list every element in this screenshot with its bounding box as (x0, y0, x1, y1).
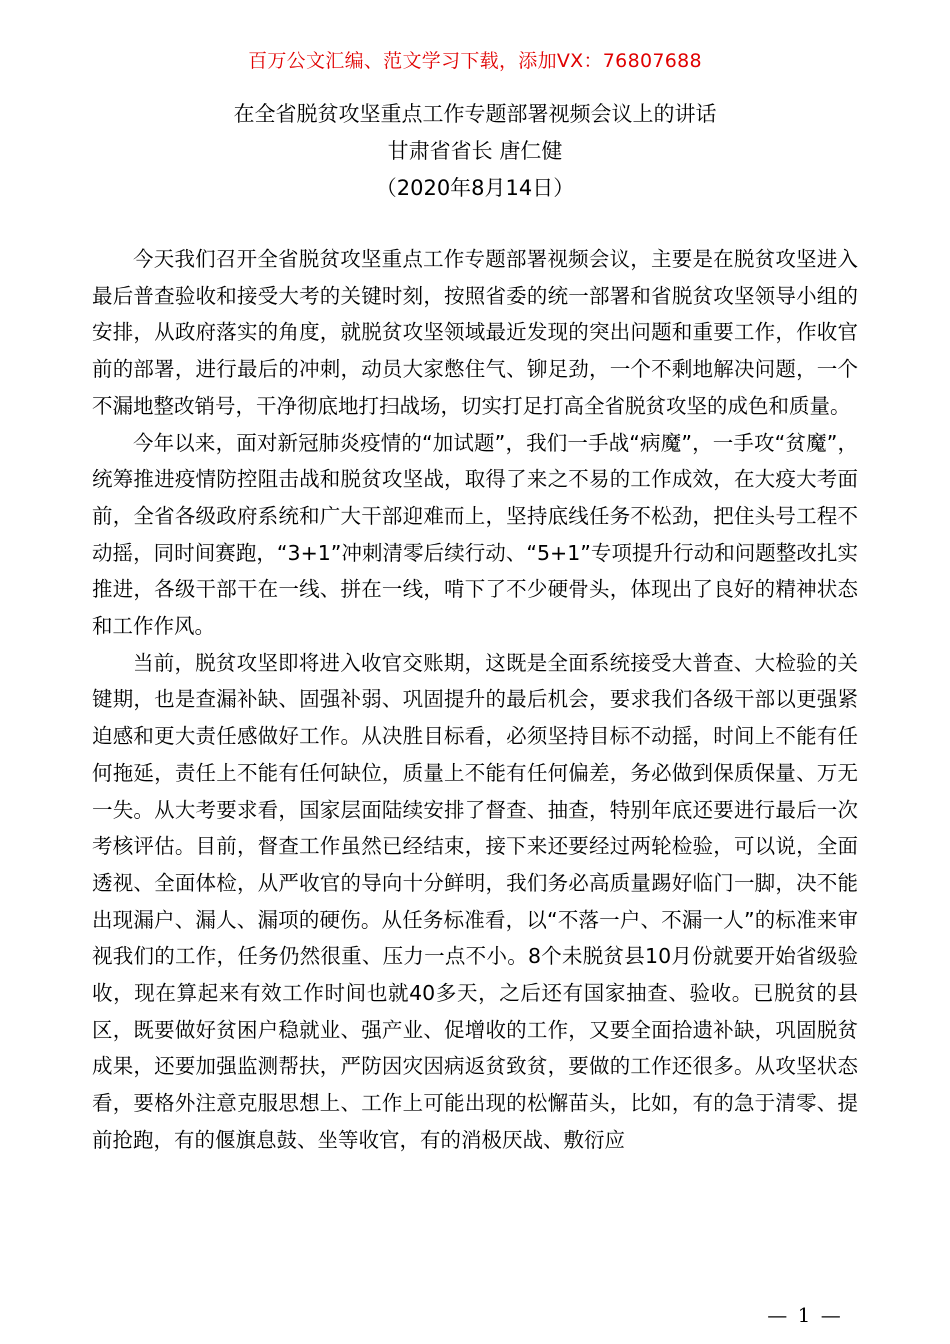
paragraph-3: 当前，脱贫攻坚即将进入收官交账期，这既是全面系统接受大普查、大检验的关键期，也是查漏补缺、固强补弱、巩固提升的最后机会，要求我们各级干部以更强紧迫感和更大责任感做好工作。从决胜目标看，必须坚持目标不动摇，时间上不能有任何拖延，责任上不能有任何缺位，质量上不能有任何偏差，务必做到保质保量、万无一失。从大考要求看，国家层面陆续安排了督查、抽查，特别年底还要进行最后一次考核评估。目前，督查工作虽然已经结束，接下来还要经过两轮检验，可以说，全面透视、全面体检，从严收官的导向十分鲜明，我们务必高质量踢好临门一脚，决不能出现漏户、漏人、漏项的硬伤。从任务标准看，以“不落一户、不漏一人”的标准来审视我们的工作，任务仍然很重、压力一点不小。8个未脱贫县10月份就要开始省级验收，现在算起来有效工作时间也就40多天，之后还有国家抽查、验收。已脱贫的县区，既要做好贫困户稳就业、强产业、促增收的工作，又要全面拾遗补缺，巩固脱贫成果，还要加强监测帮扶，严防因灾因病返贫致贫，要做的工作还很多。从攻坚状态看，要格外注意克服思想上、工作上可能出现的松懈苗头，比如，有的急于清零、提前抢跑，有的偃旗息鼓、坐等收官，有的消极厌战、敷衍应 (92, 650, 858, 1152)
speech-date: （2020年8月14日） (375, 176, 575, 200)
paragraph-1: 今天我们召开全省脱贫攻坚重点工作专题部署视频会议，主要是在脱贫攻坚进入最后普查验收和接受大考的关键时刻，按照省委的统一部署和省脱贫攻坚领导小组的安排，从政府落实的角度，就脱贫攻坚领域最近发现的突出问题和重要工作，作收官前的部署，进行最后的冲刺，动员大家憋住气、铆足劲，一个不剩地解决问题，一个不漏地整改销号，干净彻底地打扫战场，切实打足打高全省脱贫攻坚的成色和质量。 (92, 247, 858, 418)
promo-banner: 百万公文汇编、范文学习下载，添加VX：76807688 (248, 50, 702, 72)
page-number: — 1 — (767, 1303, 843, 1327)
speech-body (92, 241, 858, 1159)
speaker-line: 甘肃省省长 唐仁健 (387, 139, 563, 163)
paragraph-2: 今年以来，面对新冠肺炎疫情的“加试题”，我们一手战“病魔”，一手攻“贫魔”，统筹推进疫情防控阻击战和脱贫攻坚战，取得了来之不易的工作成效，在大疫大考面前，全省各级政府系统和广大干部迎难而上，坚持底线任务不松劲，把住头号工程不动摇，同时间赛跑，“3+1”冲刺清零后续行动、“5+1”专项提升行动和问题整改扎实推进，各级干部干在一线、拼在一线，啃下了不少硬骨头，体现出了良好的精神状态和工作作风。 (92, 430, 858, 639)
speech-title: 在全省脱贫攻坚重点工作专题部署视频会议上的讲话 (233, 102, 717, 126)
